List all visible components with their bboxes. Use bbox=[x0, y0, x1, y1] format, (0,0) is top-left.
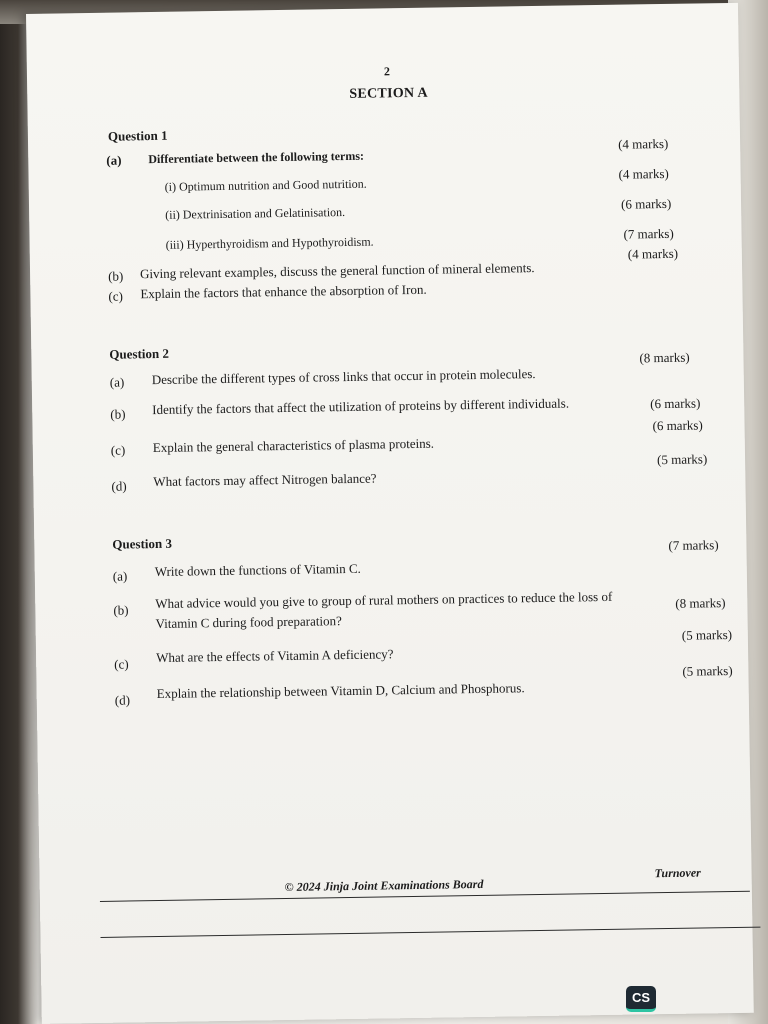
camscanner-logo: CS bbox=[626, 986, 656, 1012]
q1-part-a-ii-marks: (6 marks) bbox=[620, 195, 672, 212]
q1-part-a-label: (a) bbox=[106, 152, 122, 168]
q1-part-a-i-marks: (4 marks) bbox=[618, 165, 669, 182]
q2-part-d-label: (d) bbox=[111, 478, 127, 494]
q1-part-a-ii-text: (ii) Dextrinisation and Gelatinisation. bbox=[165, 205, 346, 222]
footer-copyright: © 2024 Jinja Joint Examinations Board bbox=[284, 876, 484, 895]
q2-part-b-text: Identify the factors that affect the utilization of proteins by different individuals. bbox=[152, 395, 570, 418]
q3-part-a-label: (a) bbox=[112, 568, 128, 584]
q1-part-a-marks: (4 marks) bbox=[618, 135, 669, 152]
q1-part-c-text: Explain the factors that enhance the absorption of Iron. bbox=[140, 281, 427, 302]
q1-part-a-text: Differentiate between the following terms: bbox=[148, 148, 365, 167]
q3-part-d-label: (d) bbox=[114, 692, 131, 708]
section-title: SECTION A bbox=[349, 85, 428, 102]
q1-part-b-text: Giving relevant examples, discuss the general function of mineral elements. bbox=[139, 260, 535, 282]
q3-part-d-text: Explain the relationship between Vitamin D, Calcium and Phosphorus. bbox=[156, 680, 525, 702]
q3-part-d-marks: (5 marks) bbox=[682, 662, 733, 679]
q1-part-b-label: (b) bbox=[108, 268, 124, 284]
q2-part-a-label: (a) bbox=[109, 374, 125, 390]
q2-part-a-marks: (8 marks) bbox=[639, 349, 690, 366]
q2-part-d-marks: (5 marks) bbox=[656, 451, 708, 468]
question-3-title: Question 3 bbox=[112, 535, 173, 552]
q2-part-c-text: Explain the general characteristics of plasma proteins. bbox=[152, 435, 435, 456]
q2-part-c-label: (c) bbox=[110, 442, 126, 458]
q3-part-c-marks: (5 marks) bbox=[681, 626, 733, 643]
q3-part-c-text: What are the effects of Vitamin A deficiency? bbox=[156, 646, 394, 666]
question-2-title: Question 2 bbox=[109, 345, 170, 362]
exam-page bbox=[26, 3, 754, 1024]
q2-part-a-text: Describe the different types of cross links that occur in protein molecules. bbox=[151, 366, 536, 388]
footer-turnover: Turnover bbox=[654, 865, 701, 881]
q2-part-b-label: (b) bbox=[110, 406, 126, 422]
page-number: 2 bbox=[383, 64, 391, 79]
q3-part-c-label: (c) bbox=[114, 656, 129, 672]
q1-part-c-label: (c) bbox=[108, 288, 123, 304]
q2-part-b-marks: (6 marks) bbox=[650, 395, 701, 412]
q2-part-d-text: What factors may affect Nitrogen balance? bbox=[153, 470, 377, 490]
q1-part-a-iii-text: (iii) Hyperthyroidism and Hypothyroidism. bbox=[165, 234, 374, 252]
question-1-title: Question 1 bbox=[107, 127, 168, 144]
q3-part-b-label: (b) bbox=[113, 602, 129, 618]
q1-part-a-iii-marks: (7 marks) bbox=[623, 225, 674, 242]
q1-part-b-marks: (4 marks) bbox=[627, 245, 679, 262]
q1-part-a-i-text: (i) Optimum nutrition and Good nutrition. bbox=[164, 176, 367, 194]
q3-part-b-text: What advice would you give to group of rural mothers on practices to reduce the loss of bbox=[155, 588, 613, 612]
q3-part-b-text-continued: Vitamin C during food preparation? bbox=[155, 613, 342, 632]
q2-part-c-marks: (6 marks) bbox=[652, 417, 703, 434]
footer-rule-bottom bbox=[101, 927, 761, 938]
q3-part-b-marks: (8 marks) bbox=[675, 595, 726, 611]
q3-part-a-text: Write down the functions of Vitamin C. bbox=[154, 560, 361, 580]
q3-part-a-marks: (7 marks) bbox=[668, 537, 719, 553]
